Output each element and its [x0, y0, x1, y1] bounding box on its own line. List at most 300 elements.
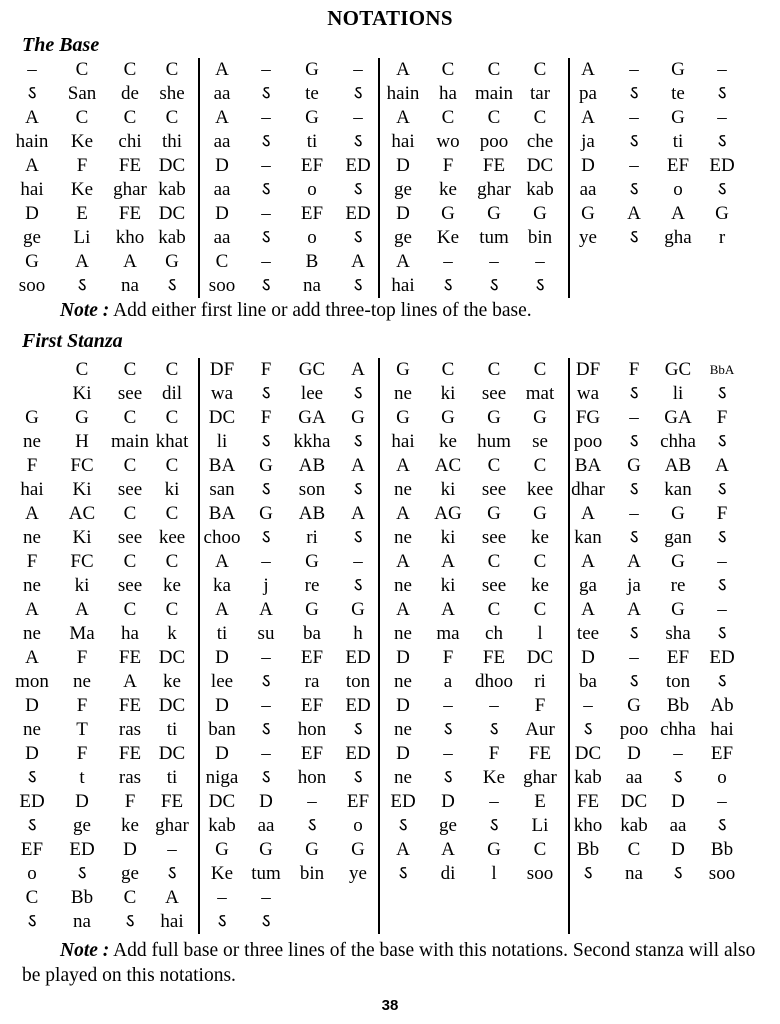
stanza-row: [22, 550, 762, 574]
stanza-lyric-cell: hai: [710, 719, 734, 740]
base-lyric-cell: ऽ: [717, 179, 727, 200]
stanza-note-cell: AG: [434, 503, 462, 524]
base-note-cell: G: [305, 107, 319, 128]
stanza-lyric-cell: ऽ: [583, 863, 593, 884]
stanza-note-cell: FE: [528, 743, 552, 764]
stanza-note-cell: F: [26, 455, 38, 476]
stanza-note-cell: BA: [208, 455, 236, 476]
base-note-cell: F: [442, 155, 454, 176]
stanza-row: [22, 382, 762, 406]
base-note-cell: –: [261, 107, 271, 128]
stanza-lyric-cell: ri: [534, 671, 546, 692]
stanza-note-cell: –: [717, 551, 727, 572]
stanza-lyric-cell: dil: [161, 383, 183, 404]
base-lyric-cell: ऽ: [77, 275, 87, 296]
base-note-text: Add either first line or add three-top lines of the base.: [113, 300, 532, 321]
stanza-note-cell: ED: [390, 791, 416, 812]
stanza-lyric-cell: A: [123, 671, 137, 692]
stanza-lyric-cell: ऽ: [443, 719, 453, 740]
stanza-lyric-cell: a: [443, 671, 453, 692]
stanza-note-cell: –: [307, 791, 317, 812]
stanza-lyric-cell: aa: [257, 815, 275, 836]
base-note-cell: C: [123, 107, 137, 128]
stanza-lyric-cell: kan: [574, 527, 602, 548]
stanza-note-cell: ED: [69, 839, 95, 860]
stanza-note-cell: –: [489, 695, 499, 716]
stanza-lyric-cell: kho: [573, 815, 603, 836]
stanza-note-cell: G: [259, 503, 273, 524]
stanza-note-cell: BA: [208, 503, 236, 524]
base-note-cell: C: [441, 59, 455, 80]
stanza-note-cell: E: [534, 791, 546, 812]
base-lyric-cell: ऽ: [489, 275, 499, 296]
base-note-cell: –: [717, 59, 727, 80]
stanza-lyric-cell: ne: [394, 527, 412, 548]
base-note-cell: –: [353, 59, 363, 80]
stanza-lyric-cell: hon: [297, 719, 327, 740]
base-note-cell: G: [487, 203, 501, 224]
stanza-note-cell: F: [442, 647, 454, 668]
base-note-cell: ED: [345, 203, 371, 224]
stanza-lyric-cell: ke: [531, 527, 549, 548]
stanza-note-cell: G: [627, 455, 641, 476]
base-row: [22, 202, 762, 226]
stanza-note-cell: A: [25, 599, 39, 620]
stanza-lyric-cell: ऽ: [629, 671, 639, 692]
stanza-note-cell: C: [123, 551, 137, 572]
base-note-cell: E: [76, 203, 88, 224]
base-note-cell: D: [215, 155, 229, 176]
base-row: [22, 178, 762, 202]
stanza-note-cell: A: [581, 551, 595, 572]
stanza-note-cell: ED: [345, 743, 371, 764]
base-note-cell: C: [215, 251, 229, 272]
stanza-lyric-cell: ne: [394, 575, 412, 596]
base-note-cell: A: [25, 107, 39, 128]
stanza-lyric-cell: ja: [627, 575, 641, 596]
stanza-lyric-cell: ba: [303, 623, 321, 644]
stanza-note-cell: G: [259, 839, 273, 860]
stanza-note-cell: G: [487, 503, 501, 524]
stanza-lyric-cell: ऽ: [27, 815, 37, 836]
stanza-note-cell: AB: [298, 455, 326, 476]
stanza-lyric-cell: ऽ: [717, 575, 727, 596]
base-lyric-cell: ऽ: [353, 131, 363, 152]
stanza-lyric-cell: ऽ: [353, 719, 363, 740]
stanza-note-cell: G: [305, 551, 319, 572]
base-note-cell: G: [533, 203, 547, 224]
stanza-lyric-cell: tee: [576, 623, 600, 644]
base-note-cell: C: [165, 59, 179, 80]
stanza-lyric-cell: ऽ: [353, 575, 363, 596]
stanza-lyric-cell: ki: [440, 383, 456, 404]
base-lyric-cell: de: [121, 83, 139, 104]
base-lyric-cell: r: [718, 227, 726, 248]
stanza-note-cell: FE: [576, 791, 600, 812]
stanza-note-cell: BbA: [709, 362, 735, 377]
stanza-note-cell: D: [75, 791, 89, 812]
base-note-cell: A: [351, 251, 365, 272]
stanza-note-cell: G: [25, 407, 39, 428]
base-note-cell: C: [441, 107, 455, 128]
stanza-lyric-cell: ne: [394, 383, 412, 404]
page-number: 38: [381, 997, 399, 1014]
base-note-cell: G: [25, 251, 39, 272]
stanza-lyric-cell: ऽ: [717, 431, 727, 452]
stanza-note-cell: G: [259, 455, 273, 476]
stanza-row: [22, 478, 762, 502]
base-lyric-cell: Ke: [70, 179, 94, 200]
stanza-lyric-cell: ऽ: [261, 719, 271, 740]
stanza-note-cell: A: [25, 503, 39, 524]
stanza-lyric-cell: H: [75, 431, 89, 452]
stanza-lyric-cell: ba: [579, 671, 597, 692]
stanza-note-cell: A: [441, 599, 455, 620]
stanza-lyric-cell: o: [717, 767, 727, 788]
stanza-row: [22, 358, 762, 382]
stanza-lyric-cell: ki: [164, 479, 180, 500]
stanza-lyric-cell: ge: [73, 815, 91, 836]
stanza-note-cell: D: [259, 791, 273, 812]
base-lyric-cell: ऽ: [443, 275, 453, 296]
stanza-lyric-cell: see: [117, 527, 143, 548]
base-lyric-cell: tum: [479, 227, 509, 248]
stanza-note-cell: –: [629, 503, 639, 524]
base-lyric-cell: pa: [579, 83, 597, 104]
stanza-row: [22, 838, 762, 862]
stanza-note-cell: F: [534, 695, 546, 716]
stanza-lyric-cell: ke: [163, 575, 181, 596]
base-lyric-cell: soo: [208, 275, 236, 296]
stanza-lyric-cell: ki: [440, 479, 456, 500]
base-note-cell: A: [75, 251, 89, 272]
stanza-lyric-cell: ki: [74, 575, 90, 596]
stanza-note-cell: C: [165, 407, 179, 428]
stanza-lyric-cell: kan: [664, 479, 692, 500]
base-lyric-cell: aa: [213, 83, 231, 104]
stanza-lyric-cell: poo: [573, 431, 603, 452]
stanza-lyric-cell: ne: [394, 767, 412, 788]
stanza-lyric-cell: ghar: [523, 767, 557, 788]
stanza-lyric-cell: hai: [20, 479, 44, 500]
base-lyric-cell: na: [121, 275, 139, 296]
base-lyric-cell: hai: [391, 275, 415, 296]
base-lyric-cell: tar: [529, 83, 551, 104]
stanza-lyric-cell: re: [304, 575, 320, 596]
base-note-cell: A: [671, 203, 685, 224]
stanza-lyric-cell: ge: [439, 815, 457, 836]
stanza-lyric-cell: o: [353, 815, 363, 836]
stanza-lyric-cell: wa: [576, 383, 600, 404]
base-lyric-cell: she: [159, 83, 185, 104]
stanza-row: [22, 742, 762, 766]
stanza-note-cell: Bb: [710, 839, 734, 860]
stanza-lyric-cell: see: [481, 479, 507, 500]
stanza-note-cell: –: [489, 791, 499, 812]
stanza-note-cell: C: [627, 839, 641, 860]
stanza-lyric-cell: ऽ: [261, 767, 271, 788]
base-note-cell: ED: [709, 155, 735, 176]
base-lyric-cell: bin: [527, 227, 553, 248]
base-lyric-cell: ऽ: [167, 275, 177, 296]
stanza-note-cell: FE: [482, 647, 506, 668]
stanza-lyric-cell: ऽ: [489, 815, 499, 836]
stanza-lyric-cell: o: [27, 863, 37, 884]
stanza-row: [22, 718, 762, 742]
stanza-row: [22, 574, 762, 598]
stanza-note-cell: G: [305, 839, 319, 860]
base-lyric-cell: gha: [664, 227, 692, 248]
stanza-lyric-cell: ऽ: [673, 767, 683, 788]
base-lyric-cell: o: [307, 179, 317, 200]
stanza-note-cell: C: [165, 551, 179, 572]
stanza-note-cell: F: [76, 743, 88, 764]
stanza-lyric-cell: ge: [121, 863, 139, 884]
base-measure-bar: [378, 58, 380, 298]
stanza-lyric-cell: bin: [299, 863, 325, 884]
base-note-cell: A: [123, 251, 137, 272]
stanza-note-cell: –: [629, 647, 639, 668]
stanza-lyric-cell: ki: [440, 527, 456, 548]
stanza-note-cell: –: [353, 551, 363, 572]
stanza-lyric-cell: na: [73, 911, 91, 932]
base-measure-bar: [198, 58, 200, 298]
stanza-note-cell: AC: [68, 503, 96, 524]
stanza-note-cell: F: [716, 503, 728, 524]
stanza-row: [22, 646, 762, 670]
stanza-lyric-cell: tum: [251, 863, 281, 884]
stanza-note-cell: F: [260, 359, 272, 380]
stanza-note-cell: C: [123, 359, 137, 380]
stanza-note-cell: D: [25, 743, 39, 764]
stanza-lyric-cell: ऽ: [353, 479, 363, 500]
base-note-cell: A: [215, 59, 229, 80]
stanza-note-cell: C: [165, 599, 179, 620]
base-note-cell: –: [27, 59, 37, 80]
stanza-lyric-cell: lee: [300, 383, 324, 404]
stanza-lyric-cell: choo: [203, 527, 241, 548]
stanza-lyric-cell: ऽ: [77, 863, 87, 884]
base-lyric-cell: chi: [118, 131, 142, 152]
base-note-cell: A: [25, 155, 39, 176]
stanza-lyric-cell: san: [209, 479, 235, 500]
stanza-lyric-cell: kab: [620, 815, 648, 836]
stanza-lyric-cell: j: [263, 575, 269, 596]
stanza-lyric-cell: son: [298, 479, 326, 500]
stanza-lyric-cell: ऽ: [673, 863, 683, 884]
stanza-row: [22, 622, 762, 646]
base-lyric-cell: hain: [15, 131, 49, 152]
stanza-lyric-cell: kab: [208, 815, 236, 836]
stanza-note-cell: C: [533, 455, 547, 476]
stanza-lyric-cell: h: [353, 623, 363, 644]
stanza-lyric-cell: li: [672, 383, 684, 404]
stanza-lyric-cell: ghar: [155, 815, 189, 836]
base-lyric-cell: Ke: [436, 227, 460, 248]
stanza-note-cell: A: [259, 599, 273, 620]
stanza-note-cell: D: [25, 695, 39, 716]
stanza-lyric-cell: niga: [205, 767, 239, 788]
stanza-note-cell: G: [533, 503, 547, 524]
stanza-note-cell: FE: [118, 695, 142, 716]
base-lyric-cell: na: [303, 275, 321, 296]
stanza-note-cell: G: [351, 599, 365, 620]
stanza-note-cell: F: [716, 407, 728, 428]
stanza-lyric-cell: aa: [625, 767, 643, 788]
base-note-cell: A: [581, 107, 595, 128]
stanza-lyric-cell: ऽ: [261, 527, 271, 548]
stanza-note-cell: C: [533, 551, 547, 572]
stanza-lyric-cell: ऽ: [629, 623, 639, 644]
stanza-note-cell: EF: [300, 743, 324, 764]
base-note-cell: ED: [345, 155, 371, 176]
base-note-cell: A: [396, 107, 410, 128]
stanza-note-cell: EF: [710, 743, 734, 764]
stanza-note-label: Note :: [60, 940, 110, 961]
stanza-lyric-cell: dhar: [571, 479, 605, 500]
stanza-lyric-cell: ऽ: [167, 863, 177, 884]
stanza-note-cell: A: [715, 455, 729, 476]
base-lyric-cell: Ke: [70, 131, 94, 152]
base-note-cell: –: [261, 203, 271, 224]
stanza-lyric-cell: ti: [166, 719, 178, 740]
stanza-note-cell: A: [215, 599, 229, 620]
stanza-row: [22, 862, 762, 886]
stanza-lyric-cell: ऽ: [261, 671, 271, 692]
stanza-lyric-cell: see: [481, 527, 507, 548]
stanza-note-cell: ED: [19, 791, 45, 812]
base-note-cell: –: [717, 107, 727, 128]
base-lyric-cell: poo: [479, 131, 509, 152]
base-lyric-cell: hai: [391, 131, 415, 152]
stanza-lyric-cell: ऽ: [398, 863, 408, 884]
base-note-cell: EF: [666, 155, 690, 176]
stanza-lyric-cell: main: [111, 431, 149, 452]
stanza-row: [22, 598, 762, 622]
stanza-lyric-cell: ऽ: [353, 767, 363, 788]
stanza-note-cell: G: [671, 503, 685, 524]
stanza-lyric-cell: ye: [349, 863, 367, 884]
stanza-lyric-cell: gan: [664, 527, 692, 548]
stanza-note-cell: EF: [346, 791, 370, 812]
stanza-lyric-cell: lee: [210, 671, 234, 692]
stanza-lyric-cell: k: [167, 623, 177, 644]
stanza-note-cell: FE: [160, 791, 184, 812]
base-note-cell: –: [261, 59, 271, 80]
base-note-cell: FE: [118, 203, 142, 224]
stanza-note-cell: G: [351, 407, 365, 428]
base-note-cell: A: [396, 59, 410, 80]
stanza-lyric-cell: hai: [391, 431, 415, 452]
stanza-note-cell: A: [25, 647, 39, 668]
base-lyric-cell: ऽ: [629, 227, 639, 248]
stanza-note-cell: A: [396, 839, 410, 860]
stanza-lyric-cell: se: [532, 431, 548, 452]
stanza-note-cell: FC: [70, 455, 94, 476]
stanza-lyric-cell: ne: [394, 719, 412, 740]
base-lyric-cell: te: [671, 83, 685, 104]
stanza-lyric-cell: ऽ: [583, 719, 593, 740]
stanza-lyric-cell: ऽ: [353, 431, 363, 452]
stanza-note-cell: A: [581, 599, 595, 620]
stanza-note-cell: –: [261, 695, 271, 716]
base-note-cell: –: [629, 155, 639, 176]
base-row: [22, 226, 762, 250]
stanza-notation-grid: [15, 358, 762, 934]
stanza-lyric-cell: poo: [619, 719, 649, 740]
stanza-note-cell: –: [673, 743, 683, 764]
stanza-lyric-cell: T: [76, 719, 88, 740]
stanza-lyric-cell: li: [216, 431, 228, 452]
stanza-note-cell: A: [441, 551, 455, 572]
stanza-note-cell: A: [351, 455, 365, 476]
stanza-note-cell: G: [487, 407, 501, 428]
base-lyric-cell: che: [526, 131, 554, 152]
stanza-lyric-cell: ne: [23, 623, 41, 644]
stanza-note-cell: DC: [158, 695, 186, 716]
base-row: [22, 250, 762, 274]
stanza-note-text: Add full base or three lines of the base with this notations. Second stanza will also be played on this notations.: [22, 940, 756, 986]
base-lyric-cell: hai: [20, 179, 44, 200]
base-note-cell: –: [629, 107, 639, 128]
stanza-note-cell: G: [671, 551, 685, 572]
stanza-lyric-cell: ne: [23, 719, 41, 740]
base-lyric-cell: ऽ: [353, 275, 363, 296]
stanza-lyric-cell: ऽ: [629, 383, 639, 404]
base-lyric-cell: aa: [579, 179, 597, 200]
base-row: [22, 82, 762, 106]
stanza-note-cell: D: [396, 647, 410, 668]
base-note-cell: B: [305, 251, 319, 272]
stanza-note-cell: FG: [575, 407, 601, 428]
stanza-note-cell: GC: [298, 359, 326, 380]
stanza-note-cell: –: [583, 695, 593, 716]
stanza-lyric-cell: kab: [574, 767, 602, 788]
stanza-note-cell: Bb: [70, 887, 94, 908]
stanza-note-cell: G: [487, 839, 501, 860]
base-lyric-cell: ऽ: [27, 83, 37, 104]
stanza-heading: First Stanza: [22, 330, 123, 352]
stanza-measure-bar: [198, 358, 200, 934]
base-note-cell: A: [581, 59, 595, 80]
base-lyric-cell: ha: [439, 83, 457, 104]
stanza-lyric-cell: ऽ: [489, 719, 499, 740]
base-row: [22, 106, 762, 130]
base-lyric-cell: ऽ: [629, 83, 639, 104]
base-lyric-cell: kab: [158, 179, 186, 200]
stanza-note-cell: AB: [664, 455, 692, 476]
stanza-lyric-cell: ti: [166, 767, 178, 788]
base-notation-grid: [15, 58, 762, 298]
stanza-note-cell: G: [351, 839, 365, 860]
base-note-cell: –: [443, 251, 453, 272]
stanza-lyric-cell: ऽ: [217, 911, 227, 932]
base-lyric-cell: aa: [213, 131, 231, 152]
base-note-cell: C: [487, 107, 501, 128]
base-row: [18, 274, 762, 298]
base-lyric-cell: ऽ: [261, 179, 271, 200]
base-lyric-cell: aa: [213, 227, 231, 248]
base-lyric-cell: wo: [436, 131, 460, 152]
stanza-note-cell: GA: [664, 407, 692, 428]
stanza-row: [22, 502, 762, 526]
stanza-note-cell: ED: [345, 647, 371, 668]
base-note-cell: D: [25, 203, 39, 224]
base-lyric-cell: ऽ: [717, 83, 727, 104]
stanza-row: [22, 910, 762, 934]
stanza-note-cell: DC: [574, 743, 602, 764]
base-lyric-cell: main: [475, 83, 513, 104]
